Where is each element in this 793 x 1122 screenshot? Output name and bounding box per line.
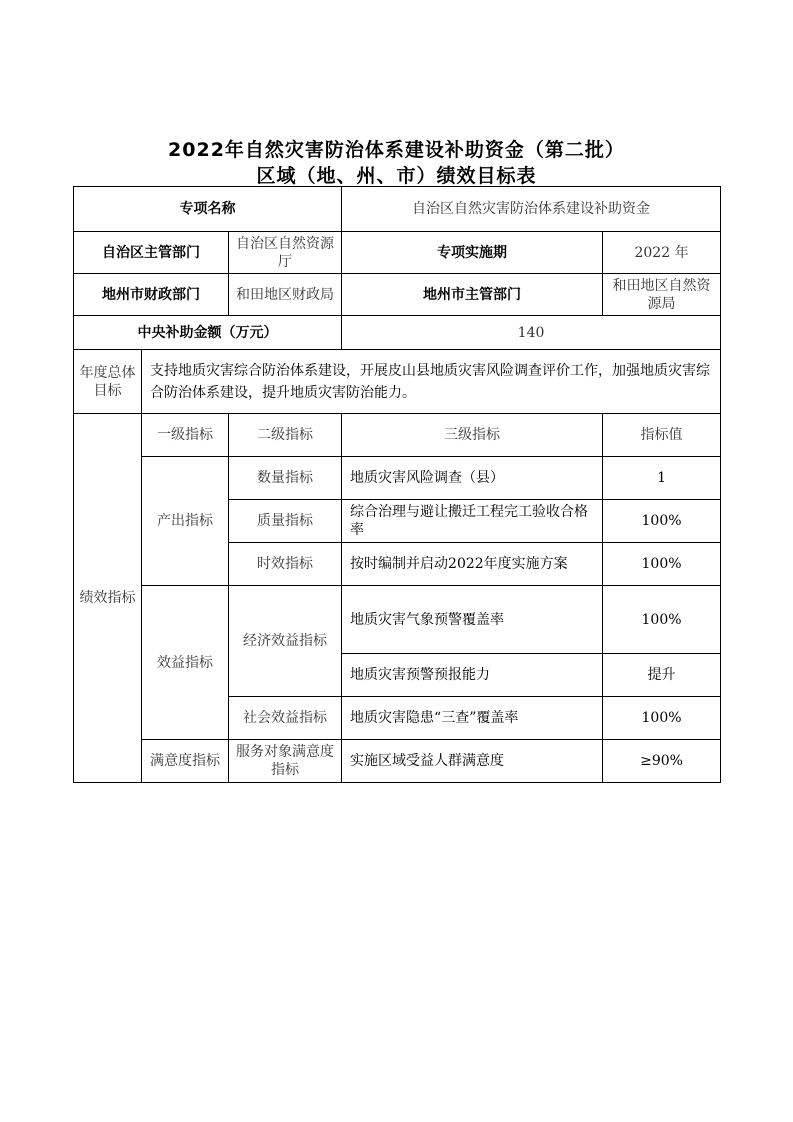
satisfaction-indicator-label: 满意度指标 [142, 740, 229, 783]
row-level2: 社会效益指标 [229, 697, 342, 740]
row-value: 100% [603, 543, 721, 586]
row-level3: 地质灾害隐患“三查”覆盖率 [342, 697, 603, 740]
row-level2: 时效指标 [229, 543, 342, 586]
row-level3: 综合治理与避让搬迁工程完工验收合格率 [342, 500, 603, 543]
subsidy-label: 中央补助金额（万元） [74, 316, 342, 350]
row-level3: 地质灾害预警预报能力 [342, 654, 603, 697]
benefit-indicator-label: 效益指标 [142, 586, 229, 740]
row-value: 提升 [603, 654, 721, 697]
row-value: 100% [603, 586, 721, 654]
project-name-label: 专项名称 [74, 187, 342, 232]
goal-value: 支持地质灾害综合防治体系建设，开展皮山县地质灾害风险调查评价工作，加强地质灾害综合防治体系建设，提升地质灾害防治能力。 [142, 350, 721, 414]
header-level2: 二级指标 [229, 414, 342, 457]
period-label: 专项实施期 [342, 232, 603, 274]
row-level3: 按时编制并启动2022年度实施方案 [342, 543, 603, 586]
subsidy-value: 140 [342, 316, 721, 350]
doc-title-line1: 2022年自然灾害防治体系建设补助资金（第二批） [168, 139, 625, 161]
region-dept-label: 自治区主管部门 [74, 232, 229, 274]
row-level2: 质量指标 [229, 500, 342, 543]
city-finance-value: 和田地区财政局 [229, 274, 342, 316]
city-dept-value: 和田地区自然资源局 [603, 274, 721, 316]
row-value: 1 [603, 457, 721, 500]
header-value: 指标值 [603, 414, 721, 457]
city-dept-label: 地州市主管部门 [342, 274, 603, 316]
header-level1: 一级指标 [142, 414, 229, 457]
row-level3: 地质灾害风险调查（县） [342, 457, 603, 500]
row-level3: 实施区域受益人群满意度 [342, 740, 603, 783]
period-value: 2022 年 [603, 232, 721, 274]
row-level3: 地质灾害气象预警覆盖率 [342, 586, 603, 654]
row-level2: 数量指标 [229, 457, 342, 500]
city-finance-label: 地州市财政部门 [74, 274, 229, 316]
row-value: 100% [603, 500, 721, 543]
header-level3: 三级指标 [342, 414, 603, 457]
row-level2: 服务对象满意度指标 [229, 740, 342, 783]
row-level2: 经济效益指标 [229, 586, 342, 697]
region-dept-value: 自治区自然资源厅 [229, 232, 342, 274]
goal-label: 年度总体目标 [74, 350, 142, 414]
output-indicator-label: 产出指标 [142, 457, 229, 586]
performance-target-table [73, 186, 721, 783]
doc-title-line2: 区域（地、州、市）绩效目标表 [256, 165, 537, 187]
project-name-value: 自治区自然灾害防治体系建设补助资金 [342, 187, 721, 232]
row-value: 100% [603, 697, 721, 740]
row-value: ≥90% [603, 740, 721, 783]
perf-section-label: 绩效指标 [74, 414, 142, 783]
